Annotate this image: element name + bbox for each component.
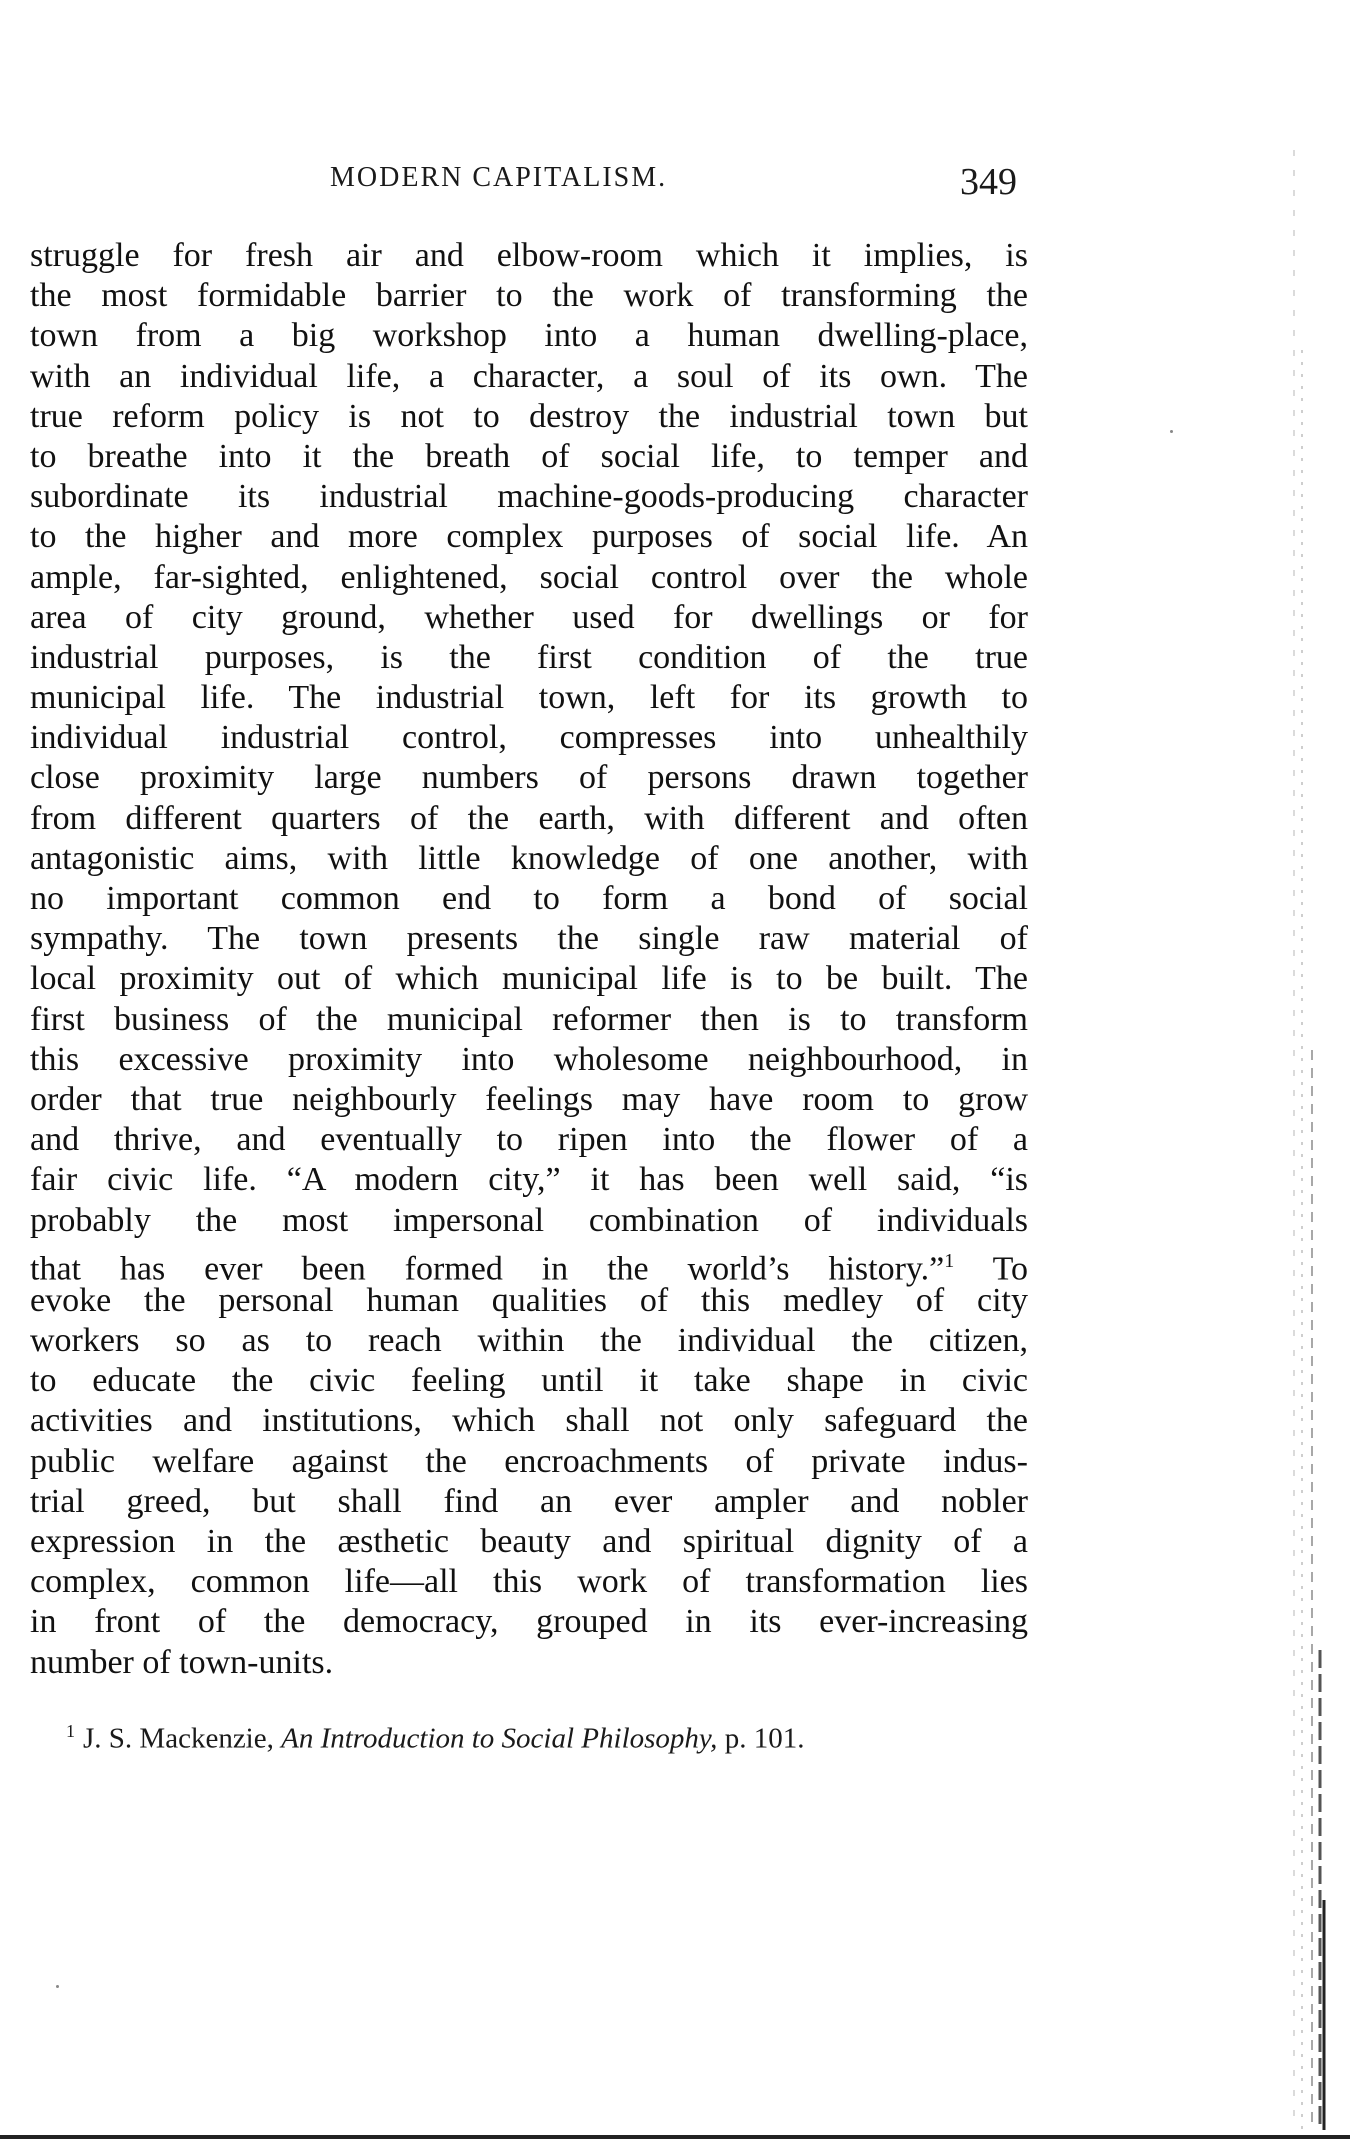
text-line: to educate the civic feeling until it take shape in civic <box>30 1362 1028 1400</box>
text-line: subordinate its industrial machine-goods-producing character <box>30 478 1028 516</box>
text-line: order that true neighbourly feelings may have room to grow <box>30 1080 1028 1118</box>
text-line: individual industrial control, compresses into unhealthily <box>30 719 1028 757</box>
text-line: from different quarters of the earth, with different and often <box>30 799 1028 837</box>
text-line: town from a big workshop into a human dwelling-place, <box>30 317 1028 355</box>
text-line: and thrive, and eventually to ripen into the flower of a <box>30 1121 1028 1159</box>
text-line: with an individual life, a character, a soul of its own. The <box>30 357 1028 395</box>
text-line: true reform policy is not to destroy the industrial town but <box>30 397 1028 435</box>
text-line: the most formidable barrier to the work of transforming the <box>30 277 1028 315</box>
footnote <box>66 1721 804 1756</box>
text-line: in front of the democracy, grouped in its ever-increasing <box>30 1603 1028 1641</box>
text-line: trial greed, but shall find an ever ampler and nobler <box>30 1482 1028 1520</box>
text-line: municipal life. The industrial town, left for its growth to <box>30 679 1028 717</box>
text-line: close proximity large numbers of persons drawn together <box>30 759 1028 797</box>
text-line: sympathy. The town presents the single raw material of <box>30 920 1028 958</box>
paper-speck <box>56 1985 59 1988</box>
text-line: first business of the municipal reformer then is to transform <box>30 1000 1028 1038</box>
page-binding-edge <box>1288 150 1328 2130</box>
text-line: to the higher and more complex purposes of social life. An <box>30 518 1028 556</box>
text-line: area of city ground, whether used for dwellings or for <box>30 598 1028 636</box>
bottom-edge-shadow <box>0 2135 1350 2139</box>
text-line: complex, common life—all this work of transformation lies <box>30 1563 1028 1601</box>
text-line: probably the most impersonal combination of individuals <box>30 1201 1028 1239</box>
page-number: 349 <box>960 161 1017 203</box>
text-line-fragment: To <box>992 1250 1028 1288</box>
text-line: evoke the personal human qualities of this medley of city <box>30 1281 1028 1319</box>
text-line: activities and institutions, which shall not only safeguard the <box>30 1402 1028 1440</box>
text-line: antagonistic aims, with little knowledge of one another, with <box>30 839 1028 877</box>
footnote-page: p. 101. <box>724 1722 805 1755</box>
footnote-author: J. S. Mackenzie, <box>83 1722 274 1755</box>
text-line: expression in the æsthetic beauty and spiritual dignity of a <box>30 1523 1028 1560</box>
text-line: no important common end to form a bond of social <box>30 880 1028 917</box>
footnote-title: An Introduction to Social Philosophy, <box>281 1722 718 1755</box>
paper-speck <box>1170 430 1173 433</box>
text-line: industrial purposes, is the first condition of the true <box>30 638 1028 676</box>
text-line: workers so as to reach within the individual the citizen, <box>30 1322 1028 1360</box>
text-line-with-footnote-ref <box>30 1241 1028 1288</box>
text-line: ample, far-sighted, enlightened, social control over the whole <box>30 558 1028 596</box>
text-line: struggle for fresh air and elbow-room which it implies, is <box>30 237 1028 274</box>
text-line-fragment: that has ever been formed in the world’s history.” <box>30 1250 945 1288</box>
running-title: MODERN CAPITALISM. <box>330 162 668 193</box>
body-text <box>30 236 1028 1683</box>
text-line: number of town-units. <box>30 1643 334 1681</box>
text-line: fair civic life. “A modern city,” it has been well said, “is <box>30 1161 1028 1199</box>
text-line: to breathe into it the breath of social life, to temper and <box>30 437 1028 475</box>
footnote-reference[interactable]: 1 <box>944 1249 955 1272</box>
text-line: public welfare against the encroachments of private indus- <box>30 1442 1028 1480</box>
footnote-marker: 1 <box>66 1721 75 1741</box>
text-line: local proximity out of which municipal life is to be built. The <box>30 960 1028 998</box>
text-line: this excessive proximity into wholesome neighbourhood, in <box>30 1040 1028 1078</box>
